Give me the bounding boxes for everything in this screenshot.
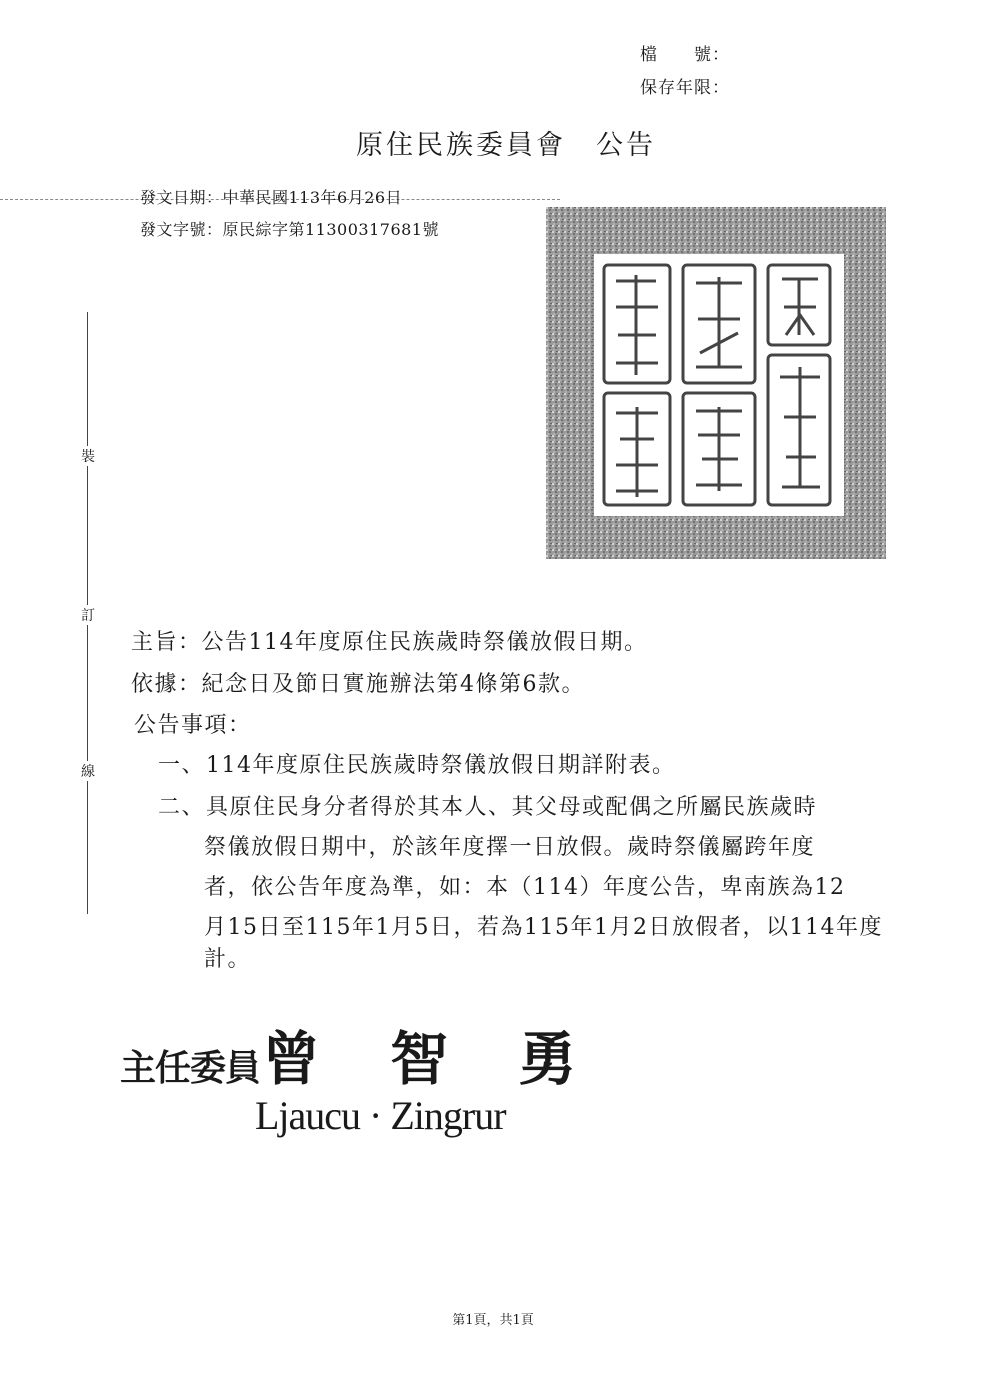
item-2-line-5: 計。 (204, 947, 252, 972)
signatory-name-roman: Ljaucu · Zingrur (255, 1093, 506, 1138)
item-2-line-2: 祭儀放假日期中，於該年度擇一日放假。歲時祭儀屬跨年度 (204, 835, 816, 860)
page-number: 第1頁，共1頁 (452, 1313, 534, 1328)
signatory-name-han: 曾 智 勇 (262, 1025, 577, 1093)
item-2-line-3: 者，依公告年度為準，如：本（114）年度公告，卑南族為12 (204, 875, 846, 900)
item-1-text: 114年度原住民族歲時祭儀放假日期詳附表。 (206, 753, 676, 778)
document-number: 發文字號：原民綜字第11300317681號 (140, 220, 439, 239)
item-1-number: 一、 (158, 753, 206, 778)
item-2-line-4: 月15日至115年1月5日，若為115年1月2日放假者，以114年度 (204, 915, 883, 940)
binding-mark-ding: 訂 (79, 605, 97, 625)
binding-mark-xian: 線 (79, 761, 97, 781)
official-seal (546, 207, 886, 559)
items-heading: 公告事項： (134, 713, 252, 738)
issue-date: 發文日期：中華民國113年6月26日 (140, 188, 403, 207)
subject-line: 主旨：公告114年度原住民族歲時祭儀放假日期。 (131, 630, 648, 655)
signatory-title: 主任委員 (120, 1047, 261, 1089)
file-number-label: 檔 號： (640, 45, 730, 65)
page-title: 原住民族委員會 公告 (356, 130, 656, 161)
binding-mark-zhuang: 裝 (79, 446, 97, 466)
basis-line: 依據：紀念日及節日實施辦法第4條第6款。 (131, 672, 585, 697)
item-2-line-1: 具原住民身分者得於其本人、其父母或配偶之所屬民族歲時 (206, 795, 818, 820)
retention-label: 保存年限： (640, 78, 730, 98)
item-2-number: 二、 (158, 795, 206, 820)
